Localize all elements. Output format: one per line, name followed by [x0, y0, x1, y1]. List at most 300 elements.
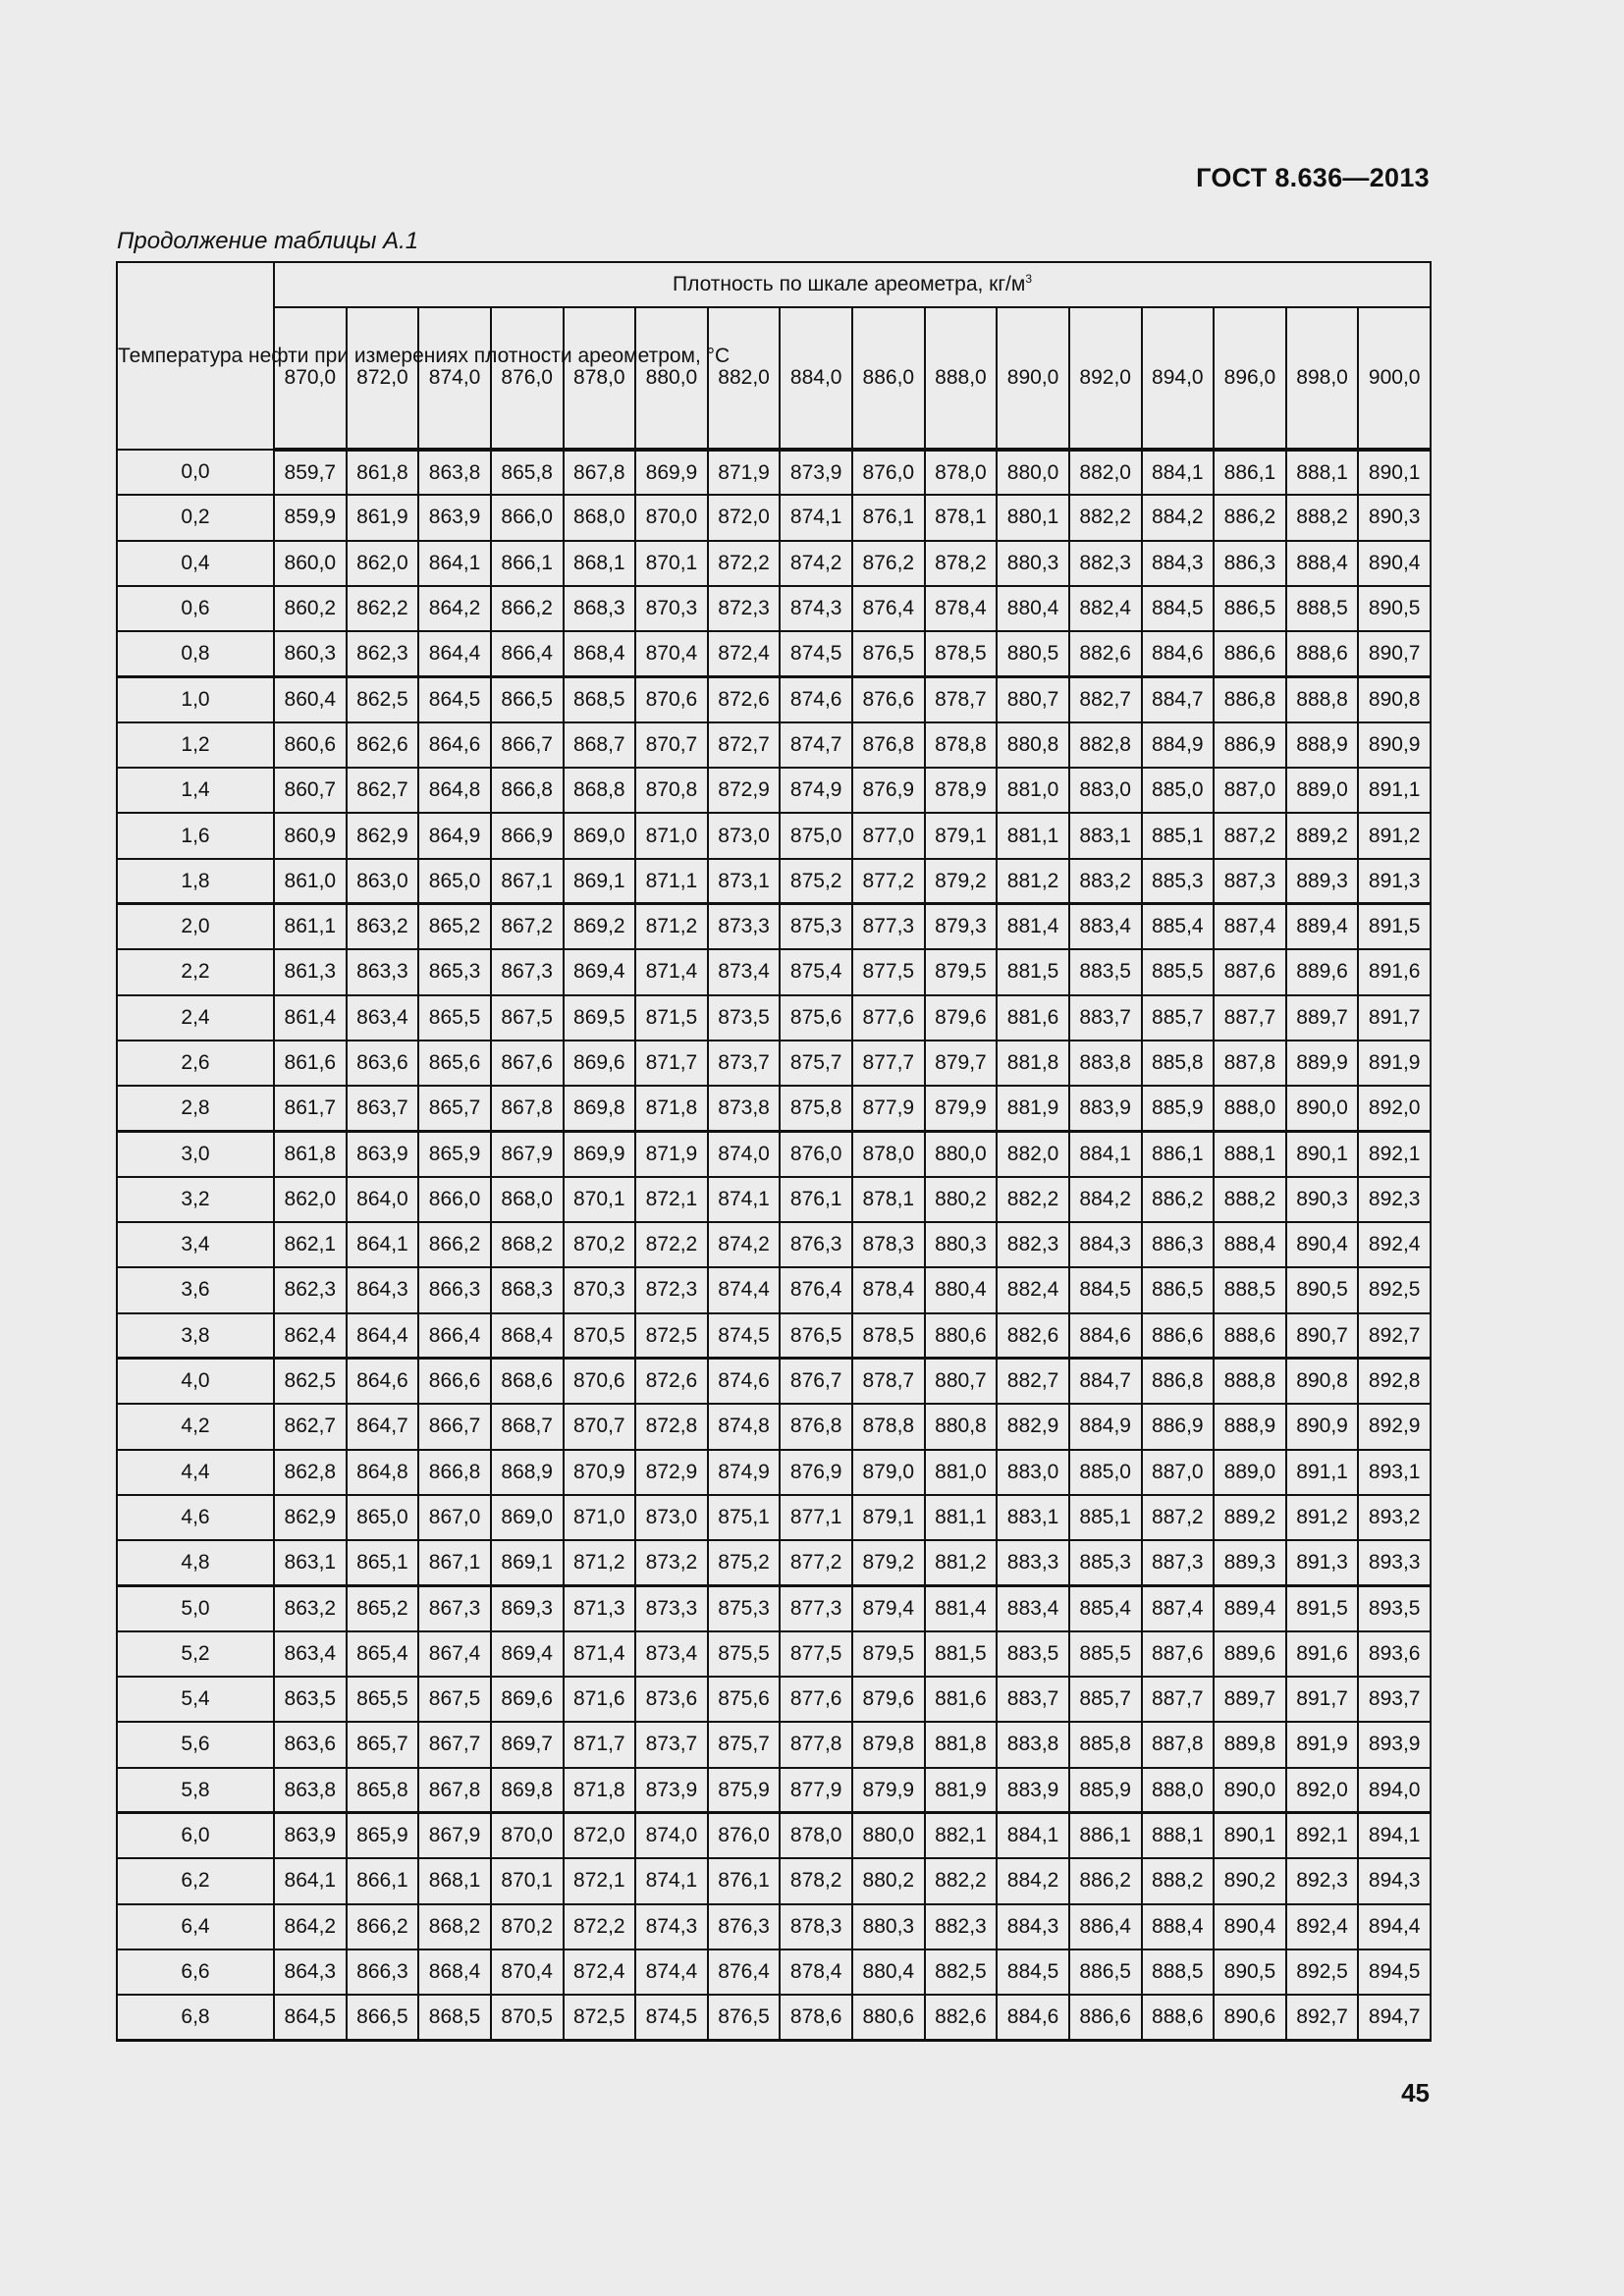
density-cell: 860,0	[274, 541, 347, 586]
density-cell: 878,7	[925, 676, 998, 721]
density-cell: 865,1	[347, 1540, 419, 1585]
table-row	[117, 904, 1431, 949]
density-cell: 862,3	[274, 1267, 347, 1312]
density-cell: 886,1	[1142, 1131, 1215, 1176]
density-cell: 862,7	[274, 1404, 347, 1449]
density-cell: 870,5	[564, 1313, 636, 1359]
density-cell: 869,0	[564, 813, 636, 858]
density-cell: 866,0	[418, 1177, 491, 1222]
density-cell: 865,9	[347, 1813, 419, 1858]
density-cell: 881,0	[925, 1450, 998, 1495]
temperature-cell: 5,4	[117, 1677, 274, 1722]
density-cell: 862,4	[274, 1313, 347, 1359]
density-cell: 873,6	[635, 1677, 708, 1722]
density-cell: 863,3	[347, 949, 419, 994]
density-cell: 868,0	[491, 1177, 564, 1222]
density-cell: 863,9	[418, 495, 491, 540]
density-cell: 872,4	[708, 631, 781, 676]
density-cell: 884,9	[1142, 722, 1215, 768]
density-cell: 884,6	[997, 1995, 1069, 2040]
density-cell: 889,0	[1286, 768, 1359, 813]
density-cell: 878,4	[925, 586, 998, 631]
density-column-header: 888,0	[925, 307, 998, 450]
density-cell: 881,5	[997, 949, 1069, 994]
density-cell: 864,1	[347, 1222, 419, 1267]
temperature-cell: 6,8	[117, 1995, 274, 2040]
temperature-cell: 2,4	[117, 995, 274, 1041]
density-cell: 862,7	[347, 768, 419, 813]
density-column-headers	[117, 307, 1431, 450]
density-cell: 867,5	[418, 1677, 491, 1722]
density-cell: 870,4	[635, 631, 708, 676]
density-cell: 883,8	[997, 1722, 1069, 1767]
density-cell: 872,9	[708, 768, 781, 813]
density-cell: 878,1	[852, 1177, 925, 1222]
density-cell: 870,6	[564, 1359, 636, 1404]
density-cell: 887,8	[1142, 1722, 1215, 1767]
density-cell: 872,0	[564, 1813, 636, 1858]
density-cell: 871,0	[564, 1495, 636, 1540]
density-cell: 875,3	[780, 904, 852, 949]
density-cell: 868,2	[418, 1904, 491, 1949]
density-cell: 876,7	[780, 1359, 852, 1404]
temperature-header: Температура нефти при измерениях плотности ареометром, °С	[117, 262, 274, 450]
density-cell: 866,2	[418, 1222, 491, 1267]
density-cell: 891,9	[1286, 1722, 1359, 1767]
density-cell: 882,2	[925, 1858, 998, 1903]
table-caption: Продолжение таблицы А.1	[117, 228, 419, 254]
density-cell: 862,9	[347, 813, 419, 858]
density-cell: 875,8	[780, 1086, 852, 1131]
density-cell: 884,7	[1142, 676, 1215, 721]
density-cell: 883,5	[1069, 949, 1142, 994]
density-cell: 882,8	[1069, 722, 1142, 768]
density-cell: 864,4	[418, 631, 491, 676]
density-cell: 886,2	[1214, 495, 1286, 540]
temperature-cell: 5,6	[117, 1722, 274, 1767]
table-row	[117, 1131, 1431, 1176]
density-cell: 887,4	[1142, 1585, 1215, 1630]
density-cell: 865,5	[347, 1677, 419, 1722]
density-cell: 861,4	[274, 995, 347, 1041]
density-cell: 887,2	[1214, 813, 1286, 858]
density-cell: 865,7	[418, 1086, 491, 1131]
density-cell: 883,8	[1069, 1041, 1142, 1086]
density-cell: 868,3	[564, 586, 636, 631]
density-cell: 878,3	[852, 1222, 925, 1267]
density-cell: 874,4	[635, 1949, 708, 1995]
density-cell: 871,4	[564, 1631, 636, 1677]
table-row	[117, 1450, 1431, 1495]
density-cell: 871,4	[635, 949, 708, 994]
density-cell: 887,2	[1142, 1495, 1215, 1540]
density-cell: 890,3	[1286, 1177, 1359, 1222]
density-cell: 884,5	[1142, 586, 1215, 631]
table-row	[117, 1585, 1431, 1630]
density-cell: 880,1	[997, 495, 1069, 540]
density-cell: 864,7	[347, 1404, 419, 1449]
density-cell: 885,0	[1069, 1450, 1142, 1495]
density-cell: 884,2	[997, 1858, 1069, 1903]
table-row	[117, 495, 1431, 540]
density-cell: 871,2	[635, 904, 708, 949]
table-row	[117, 1858, 1431, 1903]
density-cell: 869,1	[564, 859, 636, 904]
density-cell: 861,6	[274, 1041, 347, 1086]
density-cell: 882,7	[997, 1359, 1069, 1404]
density-cell: 885,7	[1142, 995, 1215, 1041]
density-cell: 887,7	[1214, 995, 1286, 1041]
density-cell: 885,5	[1069, 1631, 1142, 1677]
density-cell: 867,8	[564, 450, 636, 495]
density-cell: 866,4	[418, 1313, 491, 1359]
density-cell: 862,0	[347, 541, 419, 586]
density-cell: 861,1	[274, 904, 347, 949]
density-cell: 872,8	[635, 1404, 708, 1449]
density-header	[274, 262, 1431, 307]
density-cell: 870,0	[635, 495, 708, 540]
density-cell: 869,4	[564, 949, 636, 994]
density-cell: 869,9	[564, 1131, 636, 1176]
density-cell: 861,3	[274, 949, 347, 994]
density-cell: 871,9	[708, 450, 781, 495]
density-cell: 892,1	[1358, 1131, 1431, 1176]
density-cell: 864,0	[347, 1177, 419, 1222]
density-cell: 886,5	[1142, 1267, 1215, 1312]
temperature-cell: 0,6	[117, 586, 274, 631]
density-cell: 879,9	[852, 1768, 925, 1813]
density-cell: 871,7	[635, 1041, 708, 1086]
density-cell: 876,0	[708, 1813, 781, 1858]
density-cell: 866,8	[491, 768, 564, 813]
density-cell: 894,1	[1358, 1813, 1431, 1858]
density-cell: 890,1	[1358, 450, 1431, 495]
density-cell: 865,0	[347, 1495, 419, 1540]
temperature-cell: 3,8	[117, 1313, 274, 1359]
density-cell: 878,0	[852, 1131, 925, 1176]
density-cell: 880,6	[925, 1313, 998, 1359]
density-cell: 879,3	[925, 904, 998, 949]
temperature-cell: 5,0	[117, 1585, 274, 1630]
density-cell: 866,1	[347, 1858, 419, 1903]
density-cell: 888,4	[1142, 1904, 1215, 1949]
density-cell: 867,7	[418, 1722, 491, 1767]
density-cell: 868,7	[491, 1404, 564, 1449]
density-cell: 873,7	[708, 1041, 781, 1086]
density-cell: 875,6	[780, 995, 852, 1041]
density-cell: 894,5	[1358, 1949, 1431, 1995]
density-cell: 872,5	[564, 1995, 636, 2040]
density-cell: 868,5	[564, 676, 636, 721]
density-cell: 876,0	[780, 1131, 852, 1176]
density-cell: 885,8	[1069, 1722, 1142, 1767]
density-cell: 864,5	[274, 1995, 347, 2040]
density-cell: 873,3	[708, 904, 781, 949]
density-cell: 868,6	[491, 1359, 564, 1404]
temperature-cell: 3,4	[117, 1222, 274, 1267]
density-cell: 864,2	[274, 1904, 347, 1949]
page-number: 45	[1401, 2078, 1430, 2108]
density-cell: 885,4	[1069, 1585, 1142, 1630]
density-cell: 877,2	[852, 859, 925, 904]
density-cell: 863,6	[347, 1041, 419, 1086]
density-cell: 884,2	[1069, 1177, 1142, 1222]
density-cell: 882,1	[925, 1813, 998, 1858]
density-cell: 889,8	[1214, 1722, 1286, 1767]
temperature-cell: 3,6	[117, 1267, 274, 1312]
density-cell: 874,9	[780, 768, 852, 813]
density-cell: 892,7	[1286, 1995, 1359, 2040]
density-cell: 893,2	[1358, 1495, 1431, 1540]
density-cell: 879,5	[925, 949, 998, 994]
density-cell: 874,2	[780, 541, 852, 586]
density-cell: 880,4	[925, 1267, 998, 1312]
density-cell: 889,2	[1286, 813, 1359, 858]
density-cell: 886,6	[1142, 1313, 1215, 1359]
density-cell: 883,1	[1069, 813, 1142, 858]
density-cell: 867,2	[491, 904, 564, 949]
density-cell: 864,3	[274, 1949, 347, 1995]
density-cell: 889,3	[1286, 859, 1359, 904]
density-cell: 883,2	[1069, 859, 1142, 904]
density-cell: 873,0	[708, 813, 781, 858]
density-cell: 886,8	[1142, 1359, 1215, 1404]
density-cell: 882,3	[925, 1904, 998, 1949]
density-cell: 879,6	[852, 1677, 925, 1722]
density-cell: 889,0	[1214, 1450, 1286, 1495]
density-cell: 891,6	[1286, 1631, 1359, 1677]
density-cell: 870,1	[491, 1858, 564, 1903]
density-cell: 890,7	[1358, 631, 1431, 676]
density-cell: 876,4	[852, 586, 925, 631]
density-cell: 880,2	[925, 1177, 998, 1222]
density-cell: 885,9	[1069, 1768, 1142, 1813]
density-header-sup: 3	[1025, 272, 1032, 286]
density-cell: 882,6	[925, 1995, 998, 2040]
density-cell: 877,2	[780, 1540, 852, 1585]
density-cell: 879,5	[852, 1631, 925, 1677]
density-cell: 876,0	[852, 450, 925, 495]
temperature-cell: 3,2	[117, 1177, 274, 1222]
density-cell: 874,0	[708, 1131, 781, 1176]
density-cell: 866,9	[491, 813, 564, 858]
density-cell: 860,7	[274, 768, 347, 813]
density-cell: 885,3	[1142, 859, 1215, 904]
density-cell: 888,1	[1142, 1813, 1215, 1858]
density-cell: 866,3	[347, 1949, 419, 1995]
density-cell: 871,3	[564, 1585, 636, 1630]
density-cell: 870,2	[491, 1904, 564, 1949]
density-cell: 872,6	[635, 1359, 708, 1404]
density-cell: 861,8	[347, 450, 419, 495]
table-row	[117, 1949, 1431, 1995]
density-cell: 862,0	[274, 1177, 347, 1222]
density-cell: 883,4	[1069, 904, 1142, 949]
density-cell: 890,0	[1286, 1086, 1359, 1131]
density-cell: 871,8	[564, 1768, 636, 1813]
density-header-text: Плотность по шкале ареометра, кг/м	[672, 273, 1026, 295]
density-cell: 883,1	[997, 1495, 1069, 1540]
temperature-cell: 0,4	[117, 541, 274, 586]
density-cell: 890,8	[1358, 676, 1431, 721]
density-column-header: 900,0	[1358, 307, 1431, 450]
density-cell: 873,5	[708, 995, 781, 1041]
density-cell: 885,0	[1142, 768, 1215, 813]
density-cell: 881,9	[925, 1768, 998, 1813]
density-cell: 872,6	[708, 676, 781, 721]
density-cell: 892,5	[1358, 1267, 1431, 1312]
density-cell: 872,4	[564, 1949, 636, 1995]
density-cell: 885,9	[1142, 1086, 1215, 1131]
density-cell: 866,6	[418, 1359, 491, 1404]
density-cell: 864,2	[418, 586, 491, 631]
density-cell: 882,4	[997, 1267, 1069, 1312]
density-cell: 875,9	[708, 1768, 781, 1813]
density-cell: 860,9	[274, 813, 347, 858]
density-cell: 889,7	[1286, 995, 1359, 1041]
density-cell: 866,1	[491, 541, 564, 586]
density-cell: 872,3	[708, 586, 781, 631]
table-row	[117, 859, 1431, 904]
density-cell: 864,4	[347, 1313, 419, 1359]
density-cell: 872,2	[564, 1904, 636, 1949]
density-cell: 870,7	[635, 722, 708, 768]
density-cell: 890,8	[1286, 1359, 1359, 1404]
density-cell: 878,6	[780, 1995, 852, 2040]
density-cell: 861,9	[347, 495, 419, 540]
density-cell: 883,9	[997, 1768, 1069, 1813]
density-cell: 869,6	[491, 1677, 564, 1722]
density-cell: 880,0	[925, 1131, 998, 1176]
density-cell: 863,6	[274, 1722, 347, 1767]
density-cell: 884,7	[1069, 1359, 1142, 1404]
density-cell: 865,9	[418, 1131, 491, 1176]
density-cell: 870,6	[635, 676, 708, 721]
density-cell: 874,6	[780, 676, 852, 721]
density-cell: 870,2	[564, 1222, 636, 1267]
density-cell: 874,9	[708, 1450, 781, 1495]
density-cell: 867,0	[418, 1495, 491, 1540]
density-cell: 882,2	[997, 1177, 1069, 1222]
density-cell: 870,7	[564, 1404, 636, 1449]
density-cell: 890,5	[1214, 1949, 1286, 1995]
density-cell: 881,2	[925, 1540, 998, 1585]
density-cell: 879,8	[852, 1722, 925, 1767]
density-cell: 862,5	[274, 1359, 347, 1404]
density-cell: 867,8	[491, 1086, 564, 1131]
density-cell: 881,8	[997, 1041, 1069, 1086]
density-cell: 889,4	[1214, 1585, 1286, 1630]
density-cell: 874,0	[635, 1813, 708, 1858]
density-cell: 878,0	[925, 450, 998, 495]
density-cell: 884,5	[997, 1949, 1069, 1995]
density-cell: 888,0	[1142, 1768, 1215, 1813]
density-cell: 880,3	[997, 541, 1069, 586]
density-cell: 865,0	[418, 859, 491, 904]
density-cell: 890,1	[1214, 1813, 1286, 1858]
density-cell: 872,7	[708, 722, 781, 768]
density-cell: 878,2	[925, 541, 998, 586]
density-cell: 881,4	[925, 1585, 998, 1630]
density-cell: 888,8	[1286, 676, 1359, 721]
density-cell: 878,1	[925, 495, 998, 540]
density-cell: 888,5	[1214, 1267, 1286, 1312]
density-cell: 885,8	[1142, 1041, 1215, 1086]
density-cell: 888,5	[1286, 586, 1359, 631]
density-cell: 894,7	[1358, 1995, 1431, 2040]
density-cell: 865,2	[418, 904, 491, 949]
density-cell: 866,2	[347, 1904, 419, 1949]
density-cell: 882,7	[1069, 676, 1142, 721]
density-cell: 883,7	[1069, 995, 1142, 1041]
density-cell: 860,6	[274, 722, 347, 768]
density-cell: 884,6	[1069, 1313, 1142, 1359]
density-cell: 865,3	[418, 949, 491, 994]
density-cell: 888,6	[1142, 1995, 1215, 2040]
density-cell: 864,5	[418, 676, 491, 721]
density-cell: 876,3	[708, 1904, 781, 1949]
density-cell: 873,9	[780, 450, 852, 495]
density-cell: 874,3	[780, 586, 852, 631]
density-cell: 890,2	[1214, 1858, 1286, 1903]
density-cell: 867,3	[491, 949, 564, 994]
density-cell: 892,5	[1286, 1949, 1359, 1995]
density-cell: 874,2	[708, 1222, 781, 1267]
table-row	[117, 631, 1431, 676]
density-cell: 879,4	[852, 1585, 925, 1630]
table-row	[117, 768, 1431, 813]
temperature-cell: 1,4	[117, 768, 274, 813]
density-cell: 888,2	[1214, 1177, 1286, 1222]
density-cell: 866,3	[418, 1267, 491, 1312]
table-row	[117, 1495, 1431, 1540]
density-cell: 865,5	[418, 995, 491, 1041]
temperature-cell: 1,6	[117, 813, 274, 858]
density-cell: 864,6	[418, 722, 491, 768]
density-cell: 879,6	[925, 995, 998, 1041]
density-cell: 868,1	[418, 1858, 491, 1903]
density-cell: 888,6	[1286, 631, 1359, 676]
density-cell: 889,4	[1286, 904, 1359, 949]
density-cell: 884,3	[1069, 1222, 1142, 1267]
density-cell: 861,0	[274, 859, 347, 904]
density-cell: 877,6	[780, 1677, 852, 1722]
density-cell: 872,3	[635, 1267, 708, 1312]
density-cell: 874,1	[635, 1858, 708, 1903]
density-column-header: 896,0	[1214, 307, 1286, 450]
density-cell: 870,9	[564, 1450, 636, 1495]
table-row	[117, 1631, 1431, 1677]
density-cell: 874,5	[635, 1995, 708, 2040]
density-cell: 891,7	[1286, 1677, 1359, 1722]
density-cell: 887,3	[1142, 1540, 1215, 1585]
density-cell: 888,6	[1214, 1313, 1286, 1359]
density-cell: 887,4	[1214, 904, 1286, 949]
density-cell: 862,3	[347, 631, 419, 676]
density-cell: 878,4	[780, 1949, 852, 1995]
density-cell: 878,4	[852, 1267, 925, 1312]
density-cell: 867,6	[491, 1041, 564, 1086]
table-row	[117, 1177, 1431, 1222]
density-cell: 890,4	[1214, 1904, 1286, 1949]
density-cell: 887,0	[1214, 768, 1286, 813]
density-cell: 862,9	[274, 1495, 347, 1540]
density-cell: 863,1	[274, 1540, 347, 1585]
density-cell: 876,4	[708, 1949, 781, 1995]
temperature-cell: 1,2	[117, 722, 274, 768]
density-cell: 889,9	[1286, 1041, 1359, 1086]
density-cell: 892,3	[1358, 1177, 1431, 1222]
